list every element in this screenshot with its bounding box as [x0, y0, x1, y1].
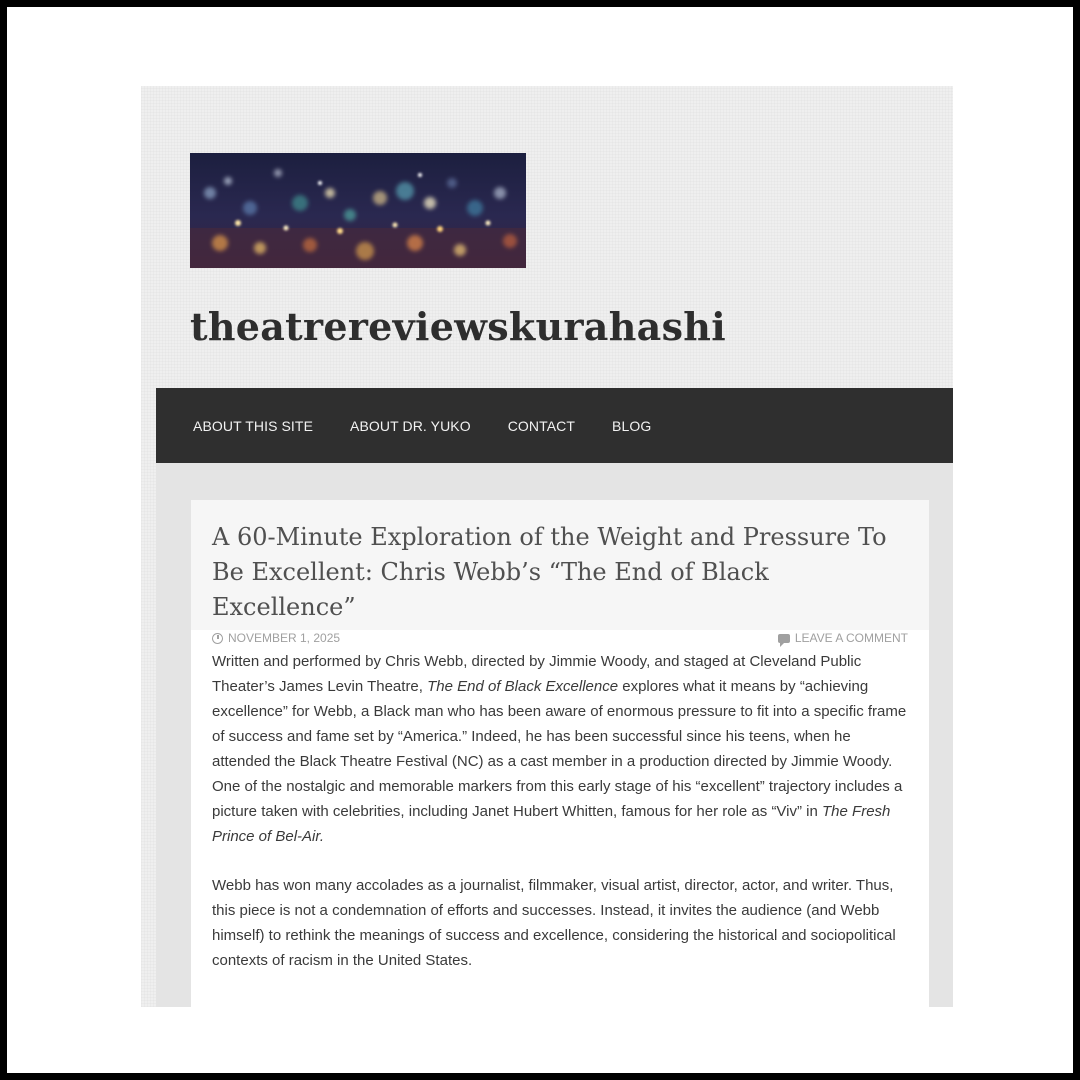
play-title: The End of Black Excellence [427, 678, 619, 695]
post-date-text[interactable]: NOVEMBER 1, 2025 [228, 631, 341, 645]
paragraph-text: explores what it means by “achieving excellence” for Webb, a Black man who has been aware of enormous pressure to fit into a specific frame of success and fame set by “America.” Indeed, he has been successful since his teens, when he attended the Black Theatre Festival (NC) as a cast member in a production directed by Jimmie Woody. One of the nostalgic and memorable markers from this early stage of his “excellent” trajectory includes a picture taken with celebrities, including Janet Hubert Whitten, famous for her role as “Viv” in [212, 678, 907, 820]
page-frame [7, 7, 1073, 1073]
post-paragraph-1 [212, 649, 908, 849]
content-area [156, 463, 953, 1007]
post-header [191, 500, 929, 645]
nav-item-about-dr-yuko[interactable]: ABOUT DR. YUKO [350, 417, 471, 434]
comment-icon [778, 634, 790, 643]
show-title: The Fresh Prince of Bel-Air. [212, 803, 891, 845]
leave-comment-link[interactable] [778, 631, 908, 645]
post-body [191, 630, 929, 973]
nav-item-blog[interactable]: BLOG [612, 417, 652, 434]
header-image[interactable] [190, 153, 526, 268]
post-article [191, 500, 929, 1007]
nav-item-contact[interactable]: CONTACT [507, 417, 576, 434]
nav-item-about-this-site[interactable]: ABOUT THIS SITE [193, 417, 314, 434]
site-title[interactable]: theatrereviewskurahashi [190, 304, 726, 349]
site-container [141, 86, 953, 1007]
post-date[interactable] [212, 631, 340, 645]
leave-comment-text[interactable]: LEAVE A COMMENT [794, 631, 908, 645]
clock-icon [212, 633, 223, 644]
city-lights-bokeh-image [190, 153, 526, 268]
main-navigation [156, 388, 953, 463]
post-title[interactable]: A 60-Minute Exploration of the Weight and Pressure To Be Excellent: Chris Webb’s “The End of Black Excellence” [212, 523, 887, 621]
post-paragraph-2: Webb has won many accolades as a journalist, filmmaker, visual artist, director, actor, and writer. Thus, this piece is not a condemnation of efforts and successes. Instead, it invites the audience (and Webb himself) to rethink the meanings of success and excellence, considering the historical and sociopolitical contexts of racism in the United States. [212, 877, 896, 969]
paragraph-text: Written and performed by Chris Webb, directed by Jimmie Woody, and staged at Cleveland Public Theater’s James Levin Theatre, [212, 653, 862, 695]
